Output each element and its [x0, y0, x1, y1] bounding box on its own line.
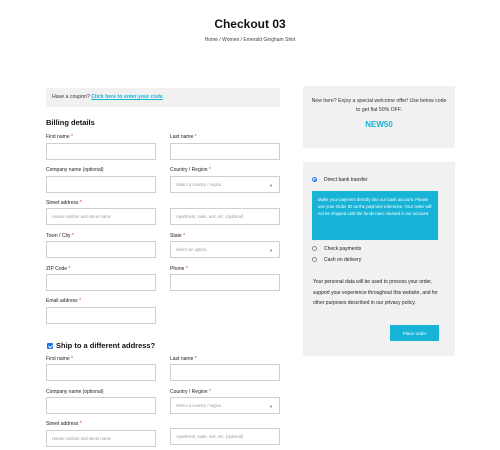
billing-last-name-label: Last name * — [170, 134, 197, 140]
shipping-first-name-label: First name * — [46, 356, 73, 362]
shipping-street-field[interactable] — [46, 430, 156, 447]
shipping-last-name-field[interactable] — [170, 364, 280, 381]
promo-box — [303, 86, 455, 148]
shipping-company-label: Company name (optional) — [46, 389, 104, 395]
shipping-country-select[interactable] — [170, 397, 280, 414]
payment-option-label[interactable]: Direct bank transfer — [324, 177, 368, 183]
billing-street-field[interactable] — [46, 208, 156, 225]
billing-email-field[interactable] — [46, 307, 156, 324]
promo-code: NEW50 — [365, 120, 393, 129]
billing-country-select[interactable] — [170, 176, 280, 193]
billing-apartment-field[interactable] — [170, 208, 280, 225]
billing-first-name-field[interactable] — [46, 143, 156, 160]
coupon-bar — [46, 88, 280, 107]
billing-first-name-label: First name * — [46, 134, 73, 140]
bank-transfer-description: Make your payment directly into our bank account. Please use your Order ID as the payment reference. Your order will not be shipped until the funds have cleared in our account. — [312, 191, 438, 240]
breadcrumb[interactable]: Home / Women / Emerald Gingham Shirt — [204, 37, 296, 43]
shipping-apartment-placeholder: Apartment, suite, unit, etc. (optional) — [176, 434, 244, 439]
billing-country-label: Country / Region * — [170, 167, 211, 173]
billing-email-label: Email address * — [46, 298, 82, 304]
chevron-down-icon: ▼ — [269, 248, 273, 253]
payment-option-label[interactable]: Check payments — [324, 246, 362, 252]
shipping-company-field[interactable] — [46, 397, 156, 414]
billing-last-name-field[interactable] — [170, 143, 280, 160]
chevron-down-icon: ▼ — [269, 183, 273, 188]
shipping-apartment-field[interactable] — [170, 428, 280, 445]
shipping-first-name-field[interactable] — [46, 364, 156, 381]
chevron-down-icon: ▼ — [269, 404, 273, 409]
shipping-last-name-label: Last name * — [170, 356, 197, 362]
billing-state-label: State * — [170, 233, 186, 239]
billing-zip-label: ZIP Code * — [46, 266, 71, 272]
billing-phone-label: Phone * — [170, 266, 188, 272]
radio-direct-bank-transfer[interactable] — [312, 177, 317, 182]
radio-cash-on-delivery[interactable] — [312, 257, 317, 262]
radio-check-payments[interactable] — [312, 246, 317, 251]
billing-heading: Billing details — [46, 118, 95, 127]
billing-street-label: Street address * — [46, 200, 82, 206]
payment-option-label[interactable]: Cash on delivery — [324, 257, 362, 263]
page-title: Checkout 03 — [214, 17, 286, 31]
billing-town-field[interactable] — [46, 241, 156, 258]
shipping-street-placeholder: House number and street name — [52, 436, 111, 441]
coupon-prompt: Have a coupon? — [52, 94, 90, 100]
billing-company-field[interactable] — [46, 176, 156, 193]
billing-state-select[interactable] — [170, 241, 280, 258]
promo-text: New here? Enjoy a special welcome offer! Use below code to get flat 50% OFF. — [311, 98, 447, 113]
shipping-street-label: Street address * — [46, 421, 82, 427]
shipping-country-placeholder: Select a country / region... — [176, 403, 225, 408]
privacy-notice: Your personal data will be used to process your order, support your experience throughout this website, and for other purposes described in our privacy policy. — [313, 279, 438, 306]
billing-company-label: Company name (optional) — [46, 167, 104, 173]
ship-different-checkbox[interactable] — [47, 343, 53, 349]
billing-street-placeholder: House number and street name — [52, 214, 111, 219]
billing-state-placeholder: Select an option... — [176, 247, 210, 252]
billing-apartment-placeholder: Apartment, suite, unit, etc. (optional) — [176, 214, 244, 219]
shipping-country-label: Country / Region * — [170, 389, 211, 395]
place-order-button[interactable]: Place order — [390, 325, 439, 341]
coupon-link[interactable]: Click here to enter your code — [91, 94, 163, 100]
billing-town-label: Town / City * — [46, 233, 74, 239]
billing-country-placeholder: Select a country / region... — [176, 182, 225, 187]
billing-phone-field[interactable] — [170, 274, 280, 291]
shipping-heading[interactable]: Ship to a different address? — [56, 341, 156, 350]
billing-zip-field[interactable] — [46, 274, 156, 291]
